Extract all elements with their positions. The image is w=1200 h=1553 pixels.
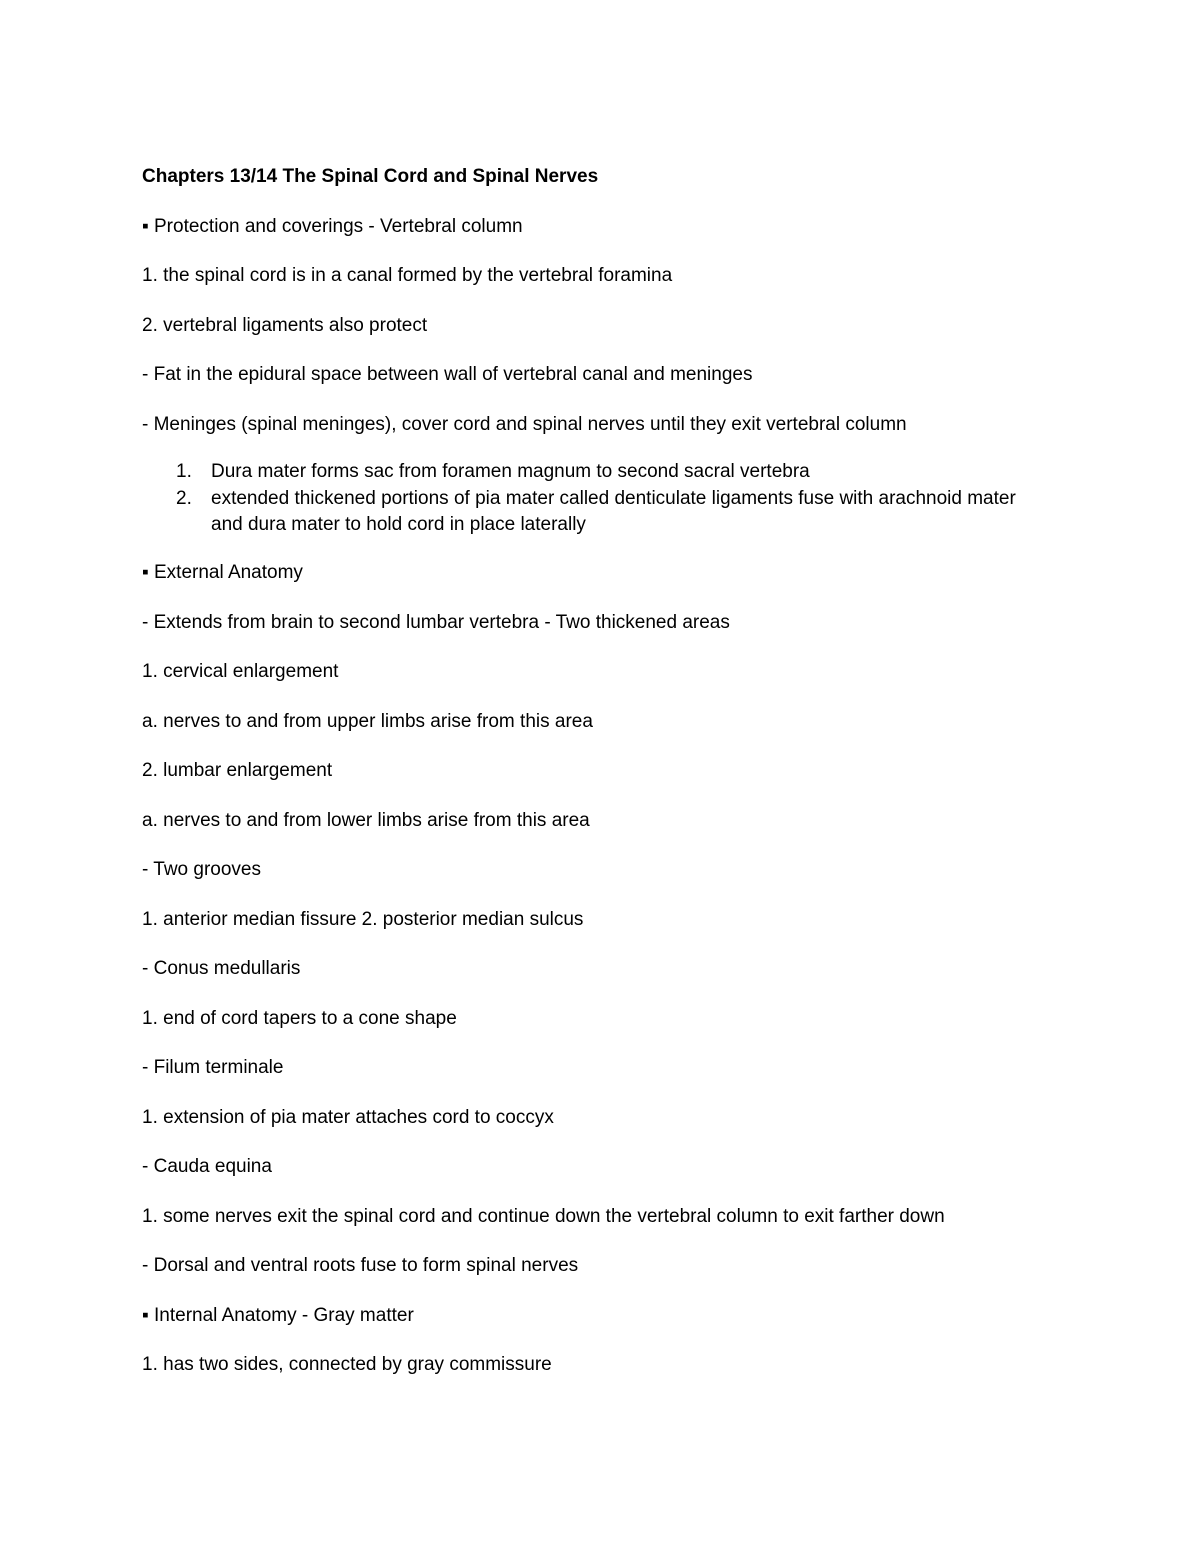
document-page: [142, 162, 1022, 1380]
text-line: 1. the spinal cord is in a canal formed by the vertebral foramina: [142, 265, 673, 286]
text-line: 1. some nerves exit the spinal cord and continue down the vertebral column to exit farther down: [142, 1205, 945, 1227]
text-line: a. nerves to and from upper limbs arise from this area: [142, 710, 593, 732]
text-line: - Two grooves: [142, 859, 261, 880]
text-line: 1. end of cord tapers to a cone shape: [142, 1007, 457, 1029]
text-line: 2. lumbar enlargement: [142, 760, 333, 781]
text-line: ▪ Protection and coverings - Vertebral column: [142, 215, 523, 237]
text-line: 1. cervical enlargement: [142, 661, 339, 682]
list-item: [142, 486, 1022, 539]
text-line: - Fat in the epidural space between wall of vertebral canal and meninges: [142, 364, 753, 385]
text-line: 2. vertebral ligaments also protect: [142, 314, 428, 336]
text-line: - Extends from brain to second lumbar vertebra - Two thickened areas: [142, 611, 730, 633]
text-line: 1. extension of pia mater attaches cord to coccyx: [142, 1106, 554, 1128]
text-line: - Filum terminale: [142, 1057, 284, 1078]
text-line: 1. has two sides, connected by gray commissure: [142, 1354, 552, 1375]
text-line: ▪ External Anatomy: [142, 562, 303, 583]
text-line: ▪ Internal Anatomy - Gray matter: [142, 1304, 414, 1326]
list-item: [142, 459, 1022, 486]
text-line: - Meninges (spinal meninges), cover cord and spinal nerves until they exit vertebral column: [142, 413, 907, 435]
document-title: Chapters 13/14 The Spinal Cord and Spinal Nerves: [142, 166, 599, 187]
text-line: - Conus medullaris: [142, 958, 301, 979]
list-number: 2.: [176, 487, 192, 509]
text-line: - Cauda equina: [142, 1156, 272, 1177]
list-item-text: Dura mater forms sac from foramen magnum to second sacral vertebra: [211, 461, 810, 482]
text-line: 1. anterior median fissure 2. posterior median sulcus: [142, 908, 584, 930]
text-line: a. nerves to and from lower limbs arise from this area: [142, 809, 590, 831]
text-line: - Dorsal and ventral roots fuse to form spinal nerves: [142, 1255, 579, 1276]
list-number: 1.: [176, 461, 192, 482]
numbered-sublist: [142, 459, 1022, 539]
list-item-text: extended thickened portions of pia mater called denticulate ligaments fuse with arachnoid mater and dura mater to hold cord in place laterally: [211, 487, 1016, 535]
